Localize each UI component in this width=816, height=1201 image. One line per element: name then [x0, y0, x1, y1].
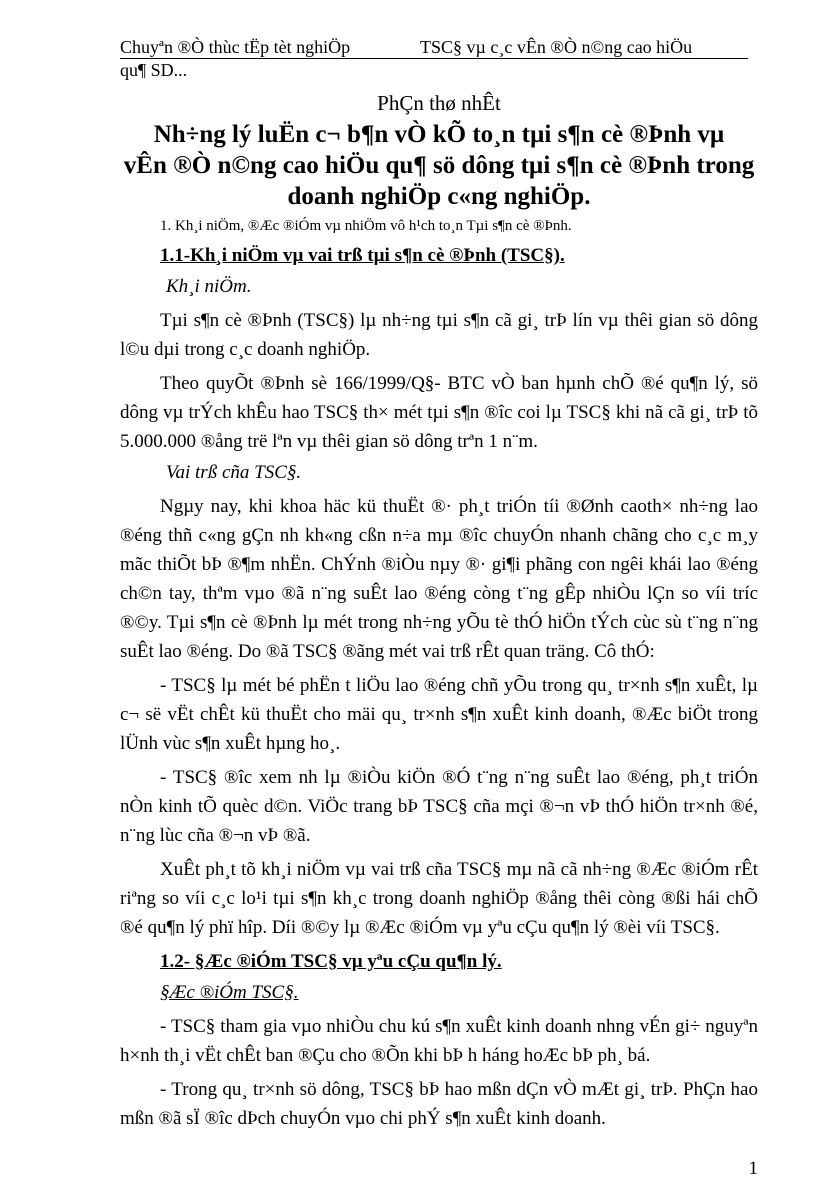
section-heading-1: 1. Kh¸i niÖm, ®Æc ®iÓm vµ nhiÖm vô h¹ch to¸n Tµi s¶n cè ®Þnh.	[160, 218, 572, 234]
paragraph: - TSC§ ®îc xem nh lµ ®iÒu kiÖn ®Ó t¨ng n¨ng suÊt lao ®éng, ph¸t triÓn nÒn kinh tÕ quèc d©n. ViÖc trang bÞ TSC§ cña mçi ®¬n vÞ thÓ hiÖn tr×nh ®é, n¨ng lùc cña ®¬n vÞ ®ã.	[120, 767, 758, 846]
paragraph: - TSC§ lµ mét bé phËn t liÖu lao ®éng chñ yÕu trong qu¸ tr×nh s¶n xuÊt, lµ c¬ së vËt chÊt kü thuËt cho mäi qu¸ tr×nh s¶n xuÊt kinh doanh, ®Æc biÖt trong lÜnh vùc s¶n xuÊt hµng ho¸.	[120, 675, 758, 754]
subsection-heading-1-1: 1.1-Kh¸i niÖm vµ vai trß tµi s¶n cè ®Þnh (TSC§).	[160, 245, 565, 266]
subsection-heading-1-2: 1.2- §Æc ®iÓm TSC§ vµ yªu cÇu qu¶n lý.	[160, 951, 502, 972]
subheading-role: Vai trß cña TSC§.	[166, 462, 302, 483]
paragraph: Ngµy nay, khi khoa häc kü thuËt ®· ph¸t triÓn tíi ®Ønh caoth× nh÷ng lao ®éng thñ c«ng gÇn nh kh«ng cßn n÷a mµ ®îc chuyÓn nhanh chãng cho c¸c m¸y mãc thiÕt bÞ ®¶m nhËn. ChÝnh ®iÒu nµy ®· gi¶i phãng con ngêi khái lao ®éng ch©n tay, thªm vµo ®ã n¨ng suÊt lao ®éng còng t¨ng gÊp nhiÒu lÇn so víi tríc ®©y. Tµi s¶n cè ®Þnh lµ mét trong nh÷ng yÕu tè thÓ hiÖn tÝch cùc sù t¨ng n¨ng suÊt lao ®éng. Do ®ã TSC§ ®ãng mét vai trß rÊt quan träng. Cô thÓ:	[120, 496, 758, 662]
paragraph: XuÊt ph¸t tõ kh¸i niÖm vµ vai trß cña TSC§ mµ nã cã nh÷ng ®Æc ®iÓm rÊt riªng so víi c¸c lo¹i tµi s¶n kh¸c trong doanh nghiÖp ®ång thêi còng ®ßi hái chÕ ®é qu¶n lý phï hîp. Díi ®©y lµ ®Æc ®iÓm vµ yªu cÇu qu¶n lý ®èi víi TSC§.	[120, 859, 758, 938]
paragraph: - TSC§ tham gia vµo nhiÒu chu kú s¶n xuÊt kinh doanh nhng vÉn gi÷ nguyªn h×nh th¸i vËt chÊt ban ®Çu cho ®Õn khi bÞ h háng hoÆc bÞ ph¸ bá.	[120, 1016, 758, 1066]
paragraph: Theo quyÕt ®Þnh sè 166/1999/Q§- BTC vÒ ban hµnh chÕ ®é qu¶n lý, sö dông vµ trÝch khÊu hao TSC§ th× mét tµi s¶n ®îc coi lµ TSC§ khi nã cã gi¸ trÞ tõ 5.000.000 ®ång trë lªn vµ thêi gian sö dông trªn 1 n¨m.	[120, 373, 758, 452]
header-left: Chuyªn ®Ò thùc tËp tèt nghiÖp	[120, 37, 351, 57]
chapter-title	[120, 119, 758, 212]
page-number: 1	[748, 1158, 758, 1179]
subheading-feature: §Æc ®iÓm TSC§.	[160, 982, 299, 1003]
title-line: doanh nghiÖp c«ng nghiÖp.	[287, 183, 591, 210]
title-line: vÊn ®Ò n©ng cao hiÖu qu¶ sö dông tµi s¶n cè ®Þnh trong	[123, 152, 755, 179]
document-page	[120, 0, 758, 1201]
paragraph: Tµi s¶n cè ®Þnh (TSC§) lµ nh÷ng tµi s¶n cã gi¸ trÞ lín vµ thêi gian sö dông l©u dµi trong c¸c doanh nghiÖp.	[120, 310, 758, 360]
part-title: PhÇn thø nhÊt	[377, 91, 501, 115]
subheading-concept: Kh¸i niÖm.	[166, 276, 252, 297]
title-line: Nh÷ng lý luËn c¬ b¶n vÒ kÕ to¸n tµi s¶n cè ®Þnh vµ	[153, 121, 725, 148]
header-right: TSC§ vµ c¸c vÊn ®Ò n©ng cao hiÖu	[420, 37, 693, 57]
running-header	[120, 36, 758, 81]
header-continuation: qu¶ SD...	[120, 60, 188, 80]
paragraph: - Trong qu¸ tr×nh sö dông, TSC§ bÞ hao mßn dÇn vÒ mÆt gi¸ trÞ. PhÇn hao mßn ®ã sÏ ®îc dÞch chuyÓn vµo chi phÝ s¶n xuÊt kinh doanh.	[120, 1079, 758, 1129]
